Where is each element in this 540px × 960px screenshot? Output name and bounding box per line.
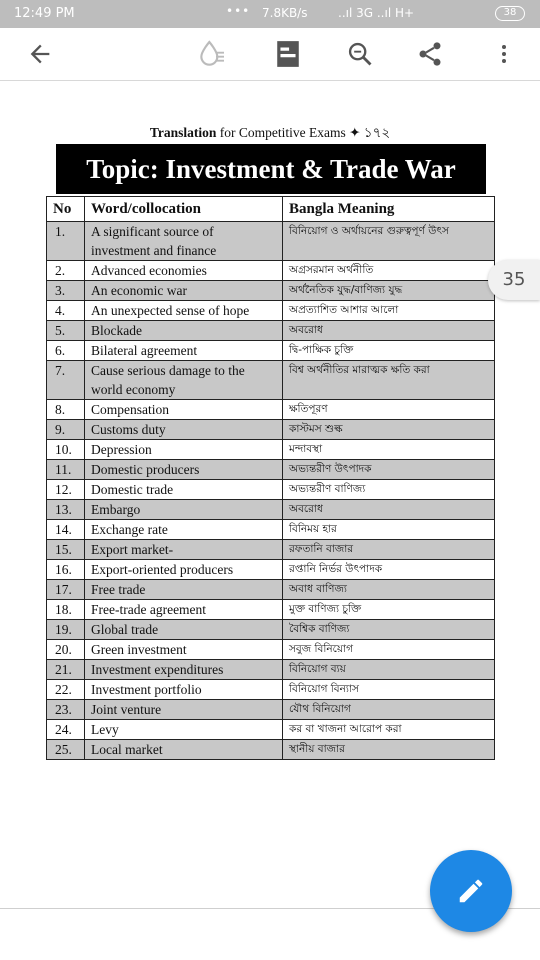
row-bangla-meaning: মন্দাবস্থা xyxy=(283,440,495,460)
row-word: Domestic producers xyxy=(85,460,283,480)
row-bangla-meaning: অবাধ বাণিজ্য xyxy=(283,580,495,600)
row-number: 9. xyxy=(47,420,85,440)
table-row xyxy=(47,600,495,620)
row-word: Embargo xyxy=(85,500,283,520)
table-row xyxy=(47,700,495,720)
table-row xyxy=(47,321,495,341)
row-number: 6. xyxy=(47,341,85,361)
page-number-indicator: 35 xyxy=(488,260,540,300)
row-number: 17. xyxy=(47,580,85,600)
row-number: 2. xyxy=(47,261,85,281)
table-row xyxy=(47,520,495,540)
row-number: 10. xyxy=(47,440,85,460)
row-number: 14. xyxy=(47,520,85,540)
topic-title: Topic: Investment & Trade War xyxy=(56,144,486,194)
page-header-bold: Translation xyxy=(149,125,217,140)
row-number: 4. xyxy=(47,301,85,321)
table-row xyxy=(47,261,495,281)
row-word: Free-trade agreement xyxy=(85,600,283,620)
row-word: Local market xyxy=(85,740,283,760)
table-row xyxy=(47,301,495,321)
row-bangla-meaning: বিনিয়োগ ও অর্থায়নের গুরুত্বপূর্ণ উৎস xyxy=(283,222,495,261)
column-header-bangla: Bangla Meaning xyxy=(283,197,495,222)
document-page[interactable] xyxy=(0,96,540,908)
column-header-word: Word/collocation xyxy=(85,197,283,222)
arrow-left-icon xyxy=(26,40,54,68)
table-row xyxy=(47,341,495,361)
row-bangla-meaning: স্থানীয় বাজার xyxy=(283,740,495,760)
table-row xyxy=(47,281,495,301)
row-word: Global trade xyxy=(85,620,283,640)
row-number: 23. xyxy=(47,700,85,720)
row-number: 15. xyxy=(47,540,85,560)
row-bangla-meaning: অবরোধ xyxy=(283,500,495,520)
status-bar xyxy=(0,0,540,28)
table-row xyxy=(47,480,495,500)
vocabulary-table xyxy=(46,196,495,760)
drop-button[interactable] xyxy=(188,28,236,80)
row-number: 18. xyxy=(47,600,85,620)
row-bangla-meaning: বিনিয়োগ বিন্যাস xyxy=(283,680,495,700)
table-row xyxy=(47,680,495,700)
more-options-button[interactable] xyxy=(480,28,528,80)
row-number: 19. xyxy=(47,620,85,640)
row-bangla-meaning: যৌথ বিনিয়োগ xyxy=(283,700,495,720)
row-word: Customs duty xyxy=(85,420,283,440)
row-bangla-meaning: অবরোধ xyxy=(283,321,495,341)
row-number: 22. xyxy=(47,680,85,700)
table-row xyxy=(47,420,495,440)
row-word: Compensation xyxy=(85,400,283,420)
row-number: 20. xyxy=(47,640,85,660)
row-number: 25. xyxy=(47,740,85,760)
search-icon xyxy=(346,40,374,68)
page-header-rest: for Competitive Exams ✦ ১৭২ xyxy=(216,125,391,140)
back-button[interactable] xyxy=(16,28,64,80)
table-row xyxy=(47,361,495,400)
column-header-no: No xyxy=(47,197,85,222)
row-word: Investment portfolio xyxy=(85,680,283,700)
row-number: 13. xyxy=(47,500,85,520)
search-button[interactable] xyxy=(336,28,384,80)
row-bangla-meaning: রপ্তানি নির্ভর উৎপাদক xyxy=(283,560,495,580)
table-row xyxy=(47,500,495,520)
row-number: 24. xyxy=(47,720,85,740)
row-word: Domestic trade xyxy=(85,480,283,500)
row-number: 16. xyxy=(47,560,85,580)
table-row xyxy=(47,740,495,760)
row-bangla-meaning: অর্থনৈতিক যুদ্ধ/বাণিজ্য যুদ্ধ xyxy=(283,281,495,301)
reader-mode-icon xyxy=(275,40,301,68)
row-bangla-meaning: অপ্রত্যাশিত আশার আলো xyxy=(283,301,495,321)
table-row xyxy=(47,222,495,261)
row-word: Cause serious damage to the world economy xyxy=(85,361,283,400)
table-row xyxy=(47,660,495,680)
row-number: 1. xyxy=(47,222,85,261)
table-row xyxy=(47,460,495,480)
row-number: 12. xyxy=(47,480,85,500)
row-bangla-meaning: মুক্ত বাণিজ্য চুক্তি xyxy=(283,600,495,620)
status-dots: ••• xyxy=(226,4,251,18)
edit-fab-button[interactable] xyxy=(430,850,512,932)
table-row xyxy=(47,640,495,660)
row-word: Green investment xyxy=(85,640,283,660)
row-number: 5. xyxy=(47,321,85,341)
row-word: Levy xyxy=(85,720,283,740)
row-number: 3. xyxy=(47,281,85,301)
table-row xyxy=(47,580,495,600)
row-number: 21. xyxy=(47,660,85,680)
row-word: Depression xyxy=(85,440,283,460)
row-bangla-meaning: ক্ষতিপূরণ xyxy=(283,400,495,420)
row-number: 8. xyxy=(47,400,85,420)
table-row xyxy=(47,440,495,460)
row-word: A significant source of investment and finance xyxy=(85,222,283,261)
row-word: Bilateral agreement xyxy=(85,341,283,361)
more-vert-icon xyxy=(492,40,516,68)
table-row xyxy=(47,540,495,560)
table-row xyxy=(47,400,495,420)
table-header-row xyxy=(47,197,495,222)
pencil-edit-icon xyxy=(456,876,486,906)
row-word: Blockade xyxy=(85,321,283,341)
row-bangla-meaning: বৈশ্বিক বাণিজ্য xyxy=(283,620,495,640)
status-time: 12:49 PM xyxy=(14,6,75,21)
row-word: An unexpected sense of hope xyxy=(85,301,283,321)
status-signal: ..ıl 3G ..ıl H+ xyxy=(338,6,415,20)
row-bangla-meaning: অভ্যন্তরীণ উৎপাদক xyxy=(283,460,495,480)
row-word: An economic war xyxy=(85,281,283,301)
row-bangla-meaning: সবুজ বিনিয়োগ xyxy=(283,640,495,660)
row-bangla-meaning: দ্বি-পাক্ষিক চুক্তি xyxy=(283,341,495,361)
app-toolbar xyxy=(0,28,540,81)
reader-mode-button[interactable] xyxy=(264,28,312,80)
battery-icon: 38 xyxy=(495,6,525,21)
table-row xyxy=(47,620,495,640)
row-bangla-meaning: কর বা খাজনা আরোপ করা xyxy=(283,720,495,740)
row-word: Advanced economies xyxy=(85,261,283,281)
row-bangla-meaning: অভ্যন্তরীণ বাণিজ্য xyxy=(283,480,495,500)
share-icon xyxy=(416,40,444,68)
row-bangla-meaning: কাস্টমস শুল্ক xyxy=(283,420,495,440)
row-word: Joint venture xyxy=(85,700,283,720)
status-network-speed: 7.8KB/s xyxy=(262,6,308,20)
row-bangla-meaning: বিশ্ব অর্থনীতির মারাত্মক ক্ষতি করা xyxy=(283,361,495,400)
row-word: Export-oriented producers xyxy=(85,560,283,580)
row-word: Free trade xyxy=(85,580,283,600)
row-bangla-meaning: বিনিময় হার xyxy=(283,520,495,540)
row-bangla-meaning: রফতানি বাজার xyxy=(283,540,495,560)
row-bangla-meaning: অগ্রসরমান অর্থনীতি xyxy=(283,261,495,281)
row-number: 7. xyxy=(47,361,85,400)
row-bangla-meaning: বিনিয়োগ ব্যয় xyxy=(283,660,495,680)
table-row xyxy=(47,560,495,580)
share-button[interactable] xyxy=(406,28,454,80)
row-word: Investment expenditures xyxy=(85,660,283,680)
row-word: Export market- xyxy=(85,540,283,560)
table-row xyxy=(47,720,495,740)
row-number: 11. xyxy=(47,460,85,480)
row-word: Exchange rate xyxy=(85,520,283,540)
page-header xyxy=(0,122,540,145)
drop-icon xyxy=(196,38,228,70)
